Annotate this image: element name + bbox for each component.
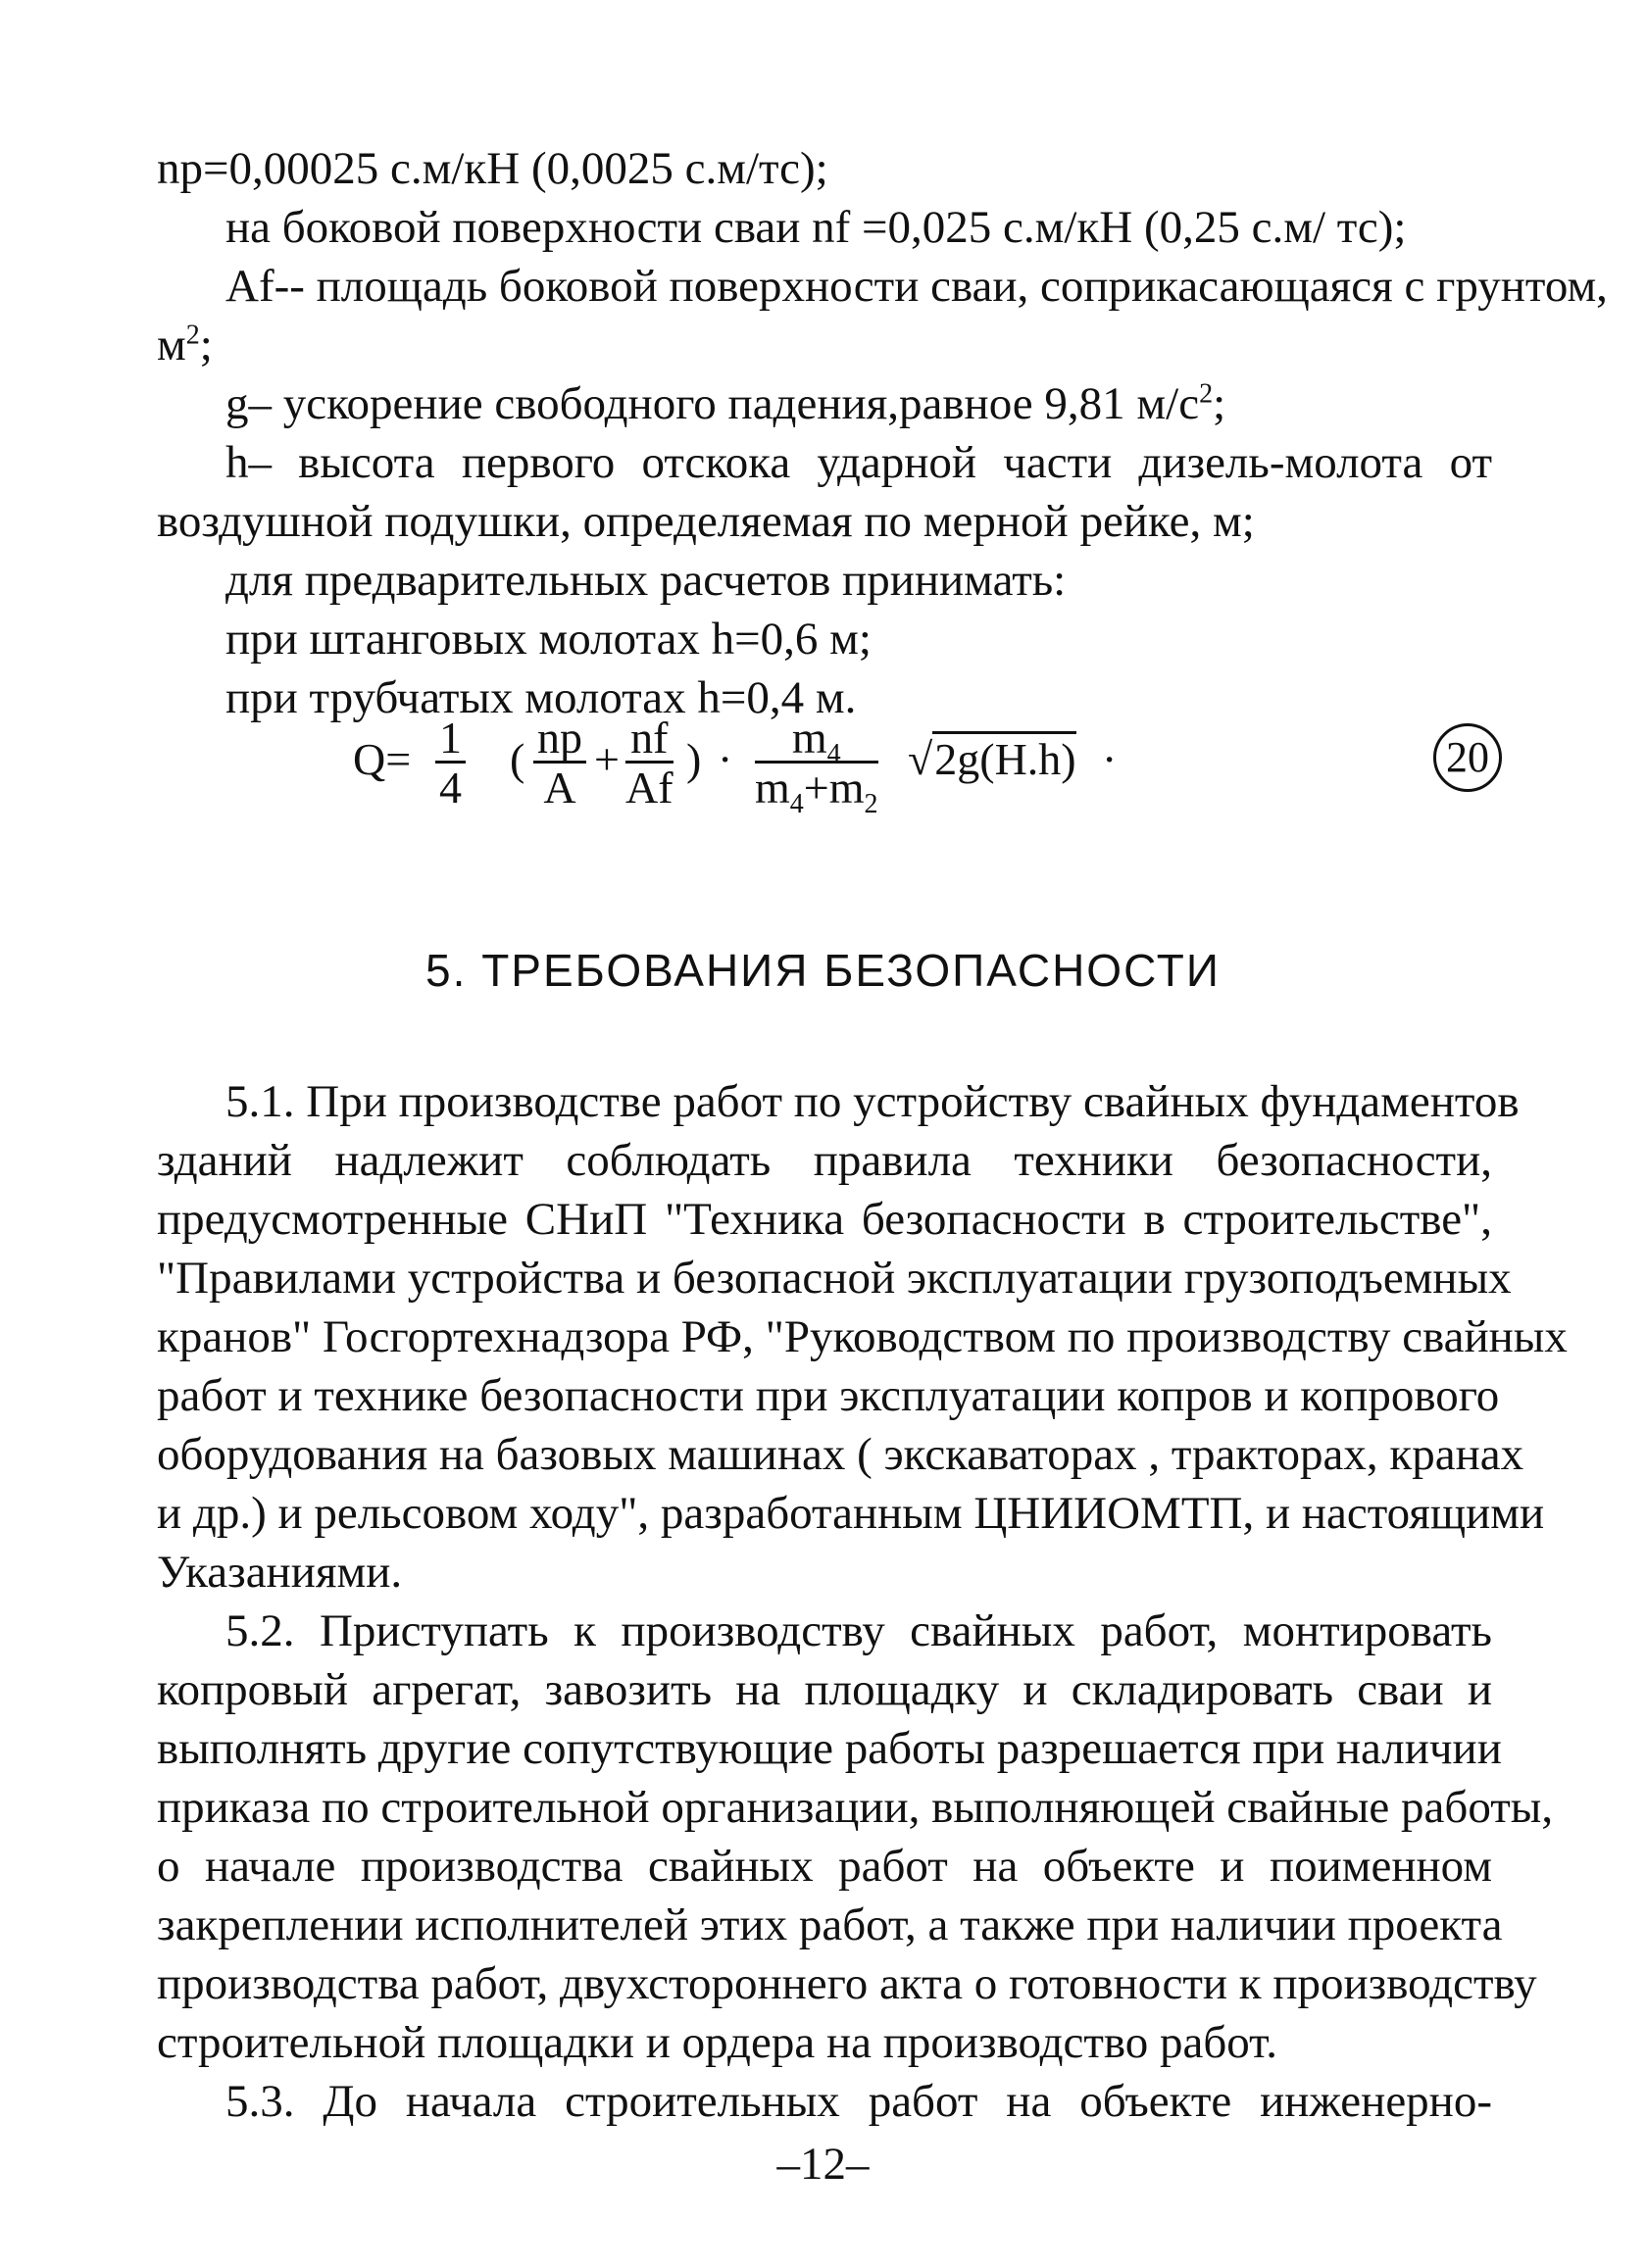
paragraph-line: выполнять другие сопутствующие работы разрешается при наличии [157,1723,1502,1774]
paragraph-line: оборудования на базовых машинах ( экскаваторах , тракторах, кранах [157,1429,1524,1480]
formula-plus: + [594,734,620,784]
text-line: при штанговых молотах h=0,6 м; [225,614,872,665]
paragraph-line: и др.) и рельсовом ходу", разработанным ЦНИИОМТП, и настоящими [157,1488,1545,1539]
text-line: Af-- площадь боковой поверхности сваи, соприкасающаяся с грунтом, [225,261,1608,312]
formula-end-dot: · [1102,734,1118,784]
text-line: при трубчатых молотах h=0,4 м. [225,672,857,723]
paragraph-line: предусмотренные СНиП "Техника безопасности в строительстве", [157,1194,1492,1245]
paragraph-line: Указаниями. [157,1547,403,1598]
formula-open-paren: ( [510,734,525,784]
fraction-np-a: $\frac{np}{A}$ [533,715,586,813]
formula-sqrt: √2g(H.h) [908,735,1076,784]
formula-dot: · [718,734,733,784]
paragraph-line: 5.1. При производстве работ по устройству свайных фундаментов [225,1076,1520,1127]
text-line: на боковой поверхности сваи nf =0,025 с.м/кН (0,25 с.м/ тс); [225,202,1407,253]
page-number: –12– [776,2139,870,2190]
text-line: воздушной подушки, определяемая по мерной рейке, м; [157,496,1255,547]
text-line: $м^2$; [157,320,213,370]
fraction-nf-af: $\frac{nf}{Af}$ [625,713,673,813]
text-line: g– ускорение свободного падения,равное 9,81 $м/с^2$; [225,378,1226,429]
paragraph-line: "Правилами устройства и безопасной эксплуатации грузоподъемных [157,1253,1512,1304]
formula-close-paren: ) [686,734,702,784]
text-line: np=0,00025 с.м/кН (0,0025 с.м/тс); [157,143,828,194]
text-line: h– высота первого отскока ударной части дизель-молота от [225,437,1492,488]
fraction-one-fourth: $\frac{1}{4}$ [435,715,466,813]
paragraph-line: кранов" Госгортехнадзора РФ, "Руководством по производству свайных [157,1311,1568,1362]
paragraph-line: о начале производства свайных работ на объекте и поименном [157,1841,1492,1892]
paragraph-line: работ и технике безопасности при эксплуатации копров и копрового [157,1370,1500,1421]
fraction-m4: $\frac{m_4}{m_4+m_2}$ [755,713,878,820]
paragraph-line: приказа по строительной организации, выполняющей свайные работы, [157,1782,1554,1833]
section-heading: 5. ТРЕБОВАНИЯ БЕЗОПАСНОСТИ [425,945,1221,996]
text-line: для предварительных расчетов принимать: [225,555,1067,606]
paragraph-line: копровый агрегат, завозить на площадку и складировать сваи и [157,1664,1492,1715]
formula-q: Q= [353,734,412,784]
paragraph-line: 5.3. До начала строительных работ на объекте инженерно- [225,2076,1492,2127]
paragraph-line: 5.2. Приступать к производству свайных работ, монтировать [225,1605,1492,1656]
equation-number: 20 [1433,723,1502,792]
paragraph-line: зданий надлежит соблюдать правила техники безопасности, [157,1135,1492,1186]
paragraph-line: строительной площадки и ордера на производство работ. [157,2017,1277,2068]
paragraph-line: производства работ, двухстороннего акта о готовности к производству [157,1958,1537,2009]
paragraph-line: закреплении исполнителей этих работ, а также при наличии проекта [157,1899,1503,1950]
